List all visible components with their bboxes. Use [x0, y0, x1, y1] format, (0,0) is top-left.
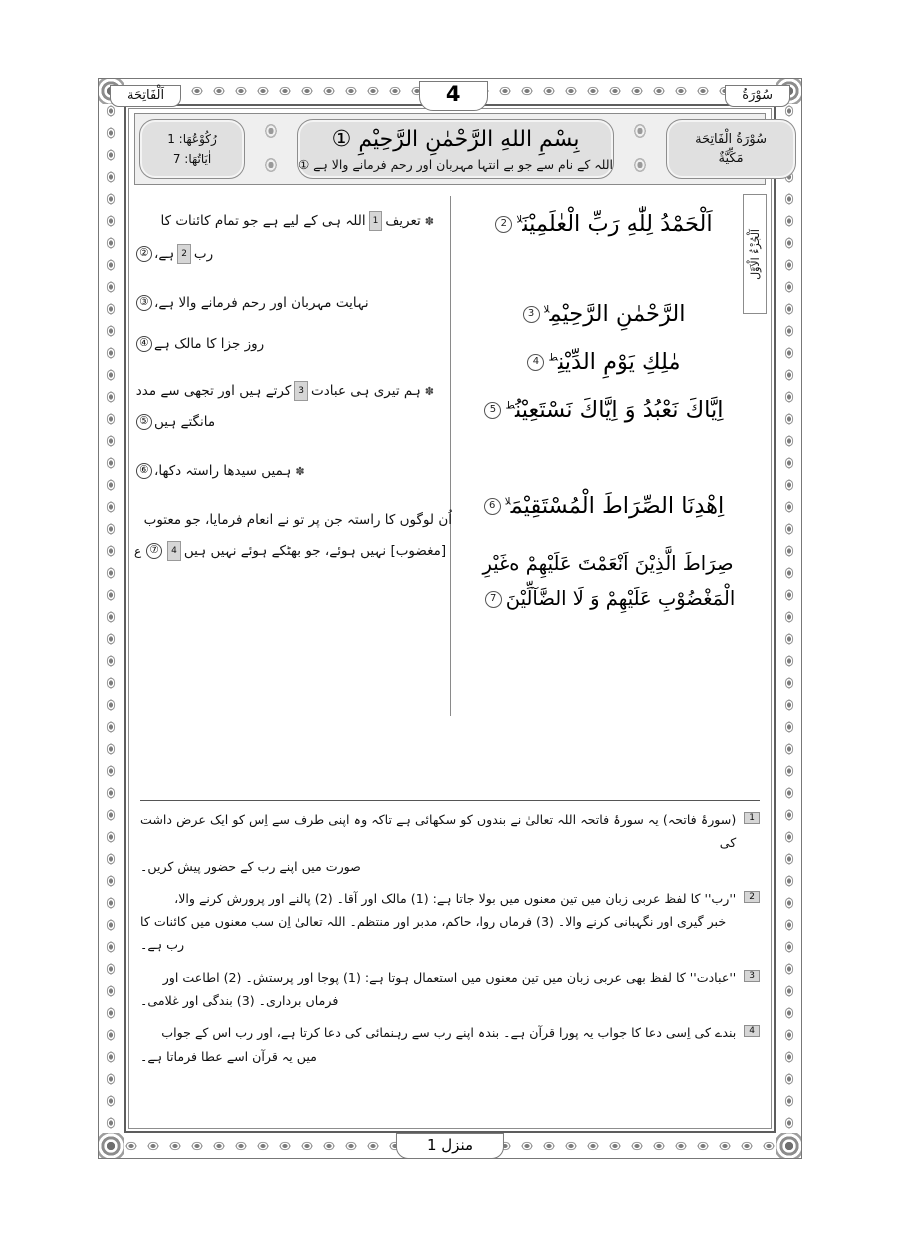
footnote-ref[interactable]: 1 [369, 211, 383, 231]
translation-text: مانگتے ہیں [154, 414, 216, 430]
main-text-area [134, 190, 766, 785]
surah-revelation-type: مَكِّيَّةٌ [718, 151, 744, 166]
footnote-body-tail: خبر گیری اور نگہبانی کرنے والا۔ (3) فرماں روا، حاکم، مدبر اور منتظم۔ اللہ تعالیٰ اِن سب معنوں میں کائنات کا رب ہے۔ [140, 914, 727, 953]
verse-number-inline: ⑥ [136, 463, 152, 479]
footnote-text [140, 808, 736, 878]
verse-number-marker: 2 [495, 216, 512, 233]
translation-line [134, 538, 452, 565]
verse-stop-sign: لا [504, 496, 511, 508]
footnote-body: ''رب'' کا لفظ عربی زبان میں تین معنوں میں بولا جاتا ہے: (1) مالک اور آقا۔ (2) پالنے اور پرورش کرنے والا، [174, 890, 737, 906]
bismillah-verse-marker: ① [331, 126, 352, 152]
translation-line [134, 331, 434, 358]
footnotes-section [140, 808, 760, 1077]
verse-line [464, 296, 740, 332]
verse-arabic-text: مٰلِكِ يَوْمِ الدِّيْنِ [557, 349, 681, 375]
banner-ornament-right [618, 114, 662, 184]
footnote-body-tail: میں یہ قرآن اسے عطا فرماتا ہے۔ [140, 1048, 317, 1064]
translation-text: رب [193, 246, 214, 262]
translation-line [134, 241, 434, 268]
translation-text: اللہ ہی کے لیے ہے جو تمام کائنات کا [160, 213, 366, 229]
verse-line [464, 392, 740, 428]
bismillah-arabic [332, 127, 580, 152]
surah-title-cartouche [666, 119, 796, 179]
footnote-body-tail: فرماں برداری۔ (3) بندگی اور غلامی۔ [140, 993, 339, 1009]
footnote-text [140, 887, 736, 957]
translation-text: نہایت مہربان اور رحم فرمانے والا ہے، [154, 295, 369, 311]
footnote-body-tail: صورت میں اپنے رب کے حضور پیش کریں۔ [140, 858, 361, 874]
ayat-count: اٰيَاتُهَا: 7 [172, 152, 212, 166]
footnote-item [140, 808, 760, 878]
translation-line [134, 208, 434, 235]
verse-number-inline: ③ [136, 295, 152, 311]
verse-stop-sign: لا [543, 304, 550, 316]
verse-rosette-icon: ✽ [295, 465, 305, 478]
footnote-number: 1 [744, 812, 760, 824]
column-divider [450, 196, 451, 716]
footnote-number: 3 [744, 970, 760, 982]
verse-arabic-text: اِيَّاكَ نَعْبُدُ وَ اِيَّاكَ نَسْتَعِيْنُ [514, 397, 724, 423]
verse-number-marker: 7 [485, 591, 502, 608]
bismillah-cartouche [297, 119, 614, 179]
page-footer [98, 1133, 802, 1159]
verse-line [464, 344, 740, 380]
banner-ornament-left [249, 114, 293, 184]
translation-text: تعریف [385, 213, 421, 229]
bismillah-urdu: اللہ کے نام سے جو بے انتہا مہربان اور رحم فرمانے والا ہے ① [298, 156, 614, 172]
verse-number-marker: 6 [484, 498, 501, 515]
translation-line [134, 409, 434, 436]
verse-line [464, 206, 740, 242]
translation-text: ہمیں سیدھا راستہ دکھا، [154, 463, 292, 479]
footnote-text [140, 966, 736, 1013]
footnote-number: 4 [744, 1025, 760, 1037]
surah-stats-cartouche [139, 119, 245, 179]
verse-line [458, 546, 758, 616]
translation-line [134, 507, 452, 534]
translation-line [134, 458, 434, 485]
translation-text: ہے، [154, 246, 175, 262]
footnote-item [140, 1021, 760, 1068]
manzil-label: منزل 1 [396, 1133, 504, 1159]
ruku-count: رُكُوْعُهَا: 1 [167, 131, 217, 146]
translation-text: کرتے ہیں اور تجھی سے مدد [135, 383, 292, 399]
translation-text: اُن لوگوں کا راستہ جن پر تو نے انعام فرمایا، جو معتوب [143, 512, 452, 528]
verse-rosette-icon: ✽ [424, 215, 434, 228]
verse-number-inline: ② [136, 246, 152, 262]
verse-number-inline: ④ [136, 336, 152, 352]
footnote-ref[interactable]: 3 [294, 381, 308, 401]
translation-text: [مغضوب] نہیں ہوئے، جو بھٹکے ہوئے نہیں ہیں [183, 543, 447, 559]
page-number: 4 [419, 81, 488, 111]
verse-number-inline: ⑤ [136, 414, 152, 430]
border-left-ornament [98, 78, 124, 1159]
verse-number-marker: 3 [523, 306, 540, 323]
footnote-body: ''عبادت'' کا لفظ بھی عربی زبان میں تین معنوں میں استعمال ہوتا ہے: (1) پوجا اور پرستش۔ (2) اطاعت اور [162, 969, 737, 985]
translation-text: روز جزا کا مالک ہے [154, 336, 265, 352]
verse-arabic-text: اِهْدِنَا الصِّرَاطَ الْمُسْتَقِيْمَ [510, 493, 725, 519]
verse-arabic-text: اَلْحَمْدُ لِلّٰهِ رَبِّ الْعٰلَمِيْنَ [522, 211, 713, 237]
verse-number-inline: ⑦ [146, 543, 162, 559]
translation-line [134, 290, 434, 317]
translation-text: ہم تیری ہی عبادت [311, 383, 421, 399]
translation-line [134, 378, 434, 405]
border-right-ornament [776, 78, 802, 1159]
footnote-item [140, 966, 760, 1013]
juz-label: اَلْجُزْءُ الْاَوَّل [748, 228, 762, 280]
verse-rosette-icon: ✽ [424, 385, 434, 398]
surah-name: سُوْرَةُ الْفَاتِحَة [695, 131, 767, 147]
verse-stop-sign: ط [505, 400, 515, 412]
verse-stop-sign: لا [516, 214, 523, 226]
footnote-number: 2 [744, 891, 760, 903]
urdu-translation-column [134, 190, 452, 565]
header-surah-label-left: اَلْفَاتِحَة [110, 85, 181, 107]
verse-stop-sign: ط [548, 352, 558, 364]
juz-side-rail [743, 194, 767, 314]
footnote-ref[interactable]: 4 [167, 541, 181, 561]
surah-banner [134, 113, 766, 185]
verse-number-marker: 5 [484, 402, 501, 419]
verse-arabic-text: صِرَاطَ الَّذِيْنَ اَنْعَمْتَ عَلَيْهِمْ ەغَيْرِ الْمَغْضُوْبِ عَلَيْهِمْ وَ لَا الضَّآلِّيْنَ [482, 552, 736, 611]
ruku-symbol: ع [134, 544, 142, 558]
footnote-body: بندے کی اِسی دعا کا جواب یہ پورا قرآن ہے۔ بندہ اپنے رب سے رہنمائی کی دعا کرتا ہے، اور رب اس کے جواب [161, 1025, 737, 1041]
bismillah-text: بِسْمِ اللهِ الرَّحْمٰنِ الرَّحِيْمِ [358, 126, 580, 152]
footnote-separator [140, 800, 760, 801]
header-surah-label-right: سُوْرَةُ [725, 85, 790, 107]
footnote-text [140, 1021, 736, 1068]
verse-line [464, 488, 740, 524]
footnote-ref[interactable]: 2 [177, 244, 191, 264]
footnote-body: (سورۂ فاتحہ) یہ سورۂ فاتحہ اللہ تعالیٰ نے بندوں کو سکھائی ہے تاکہ وہ اپنی طرف سے اِس کو ایک عرض داشت کی [140, 812, 737, 851]
arabic-verse-column [464, 190, 740, 616]
footnote-item [140, 887, 760, 957]
verse-arabic-text: الرَّحْمٰنِ الرَّحِيْمِ [549, 301, 686, 327]
verse-number-marker: 4 [527, 354, 544, 371]
